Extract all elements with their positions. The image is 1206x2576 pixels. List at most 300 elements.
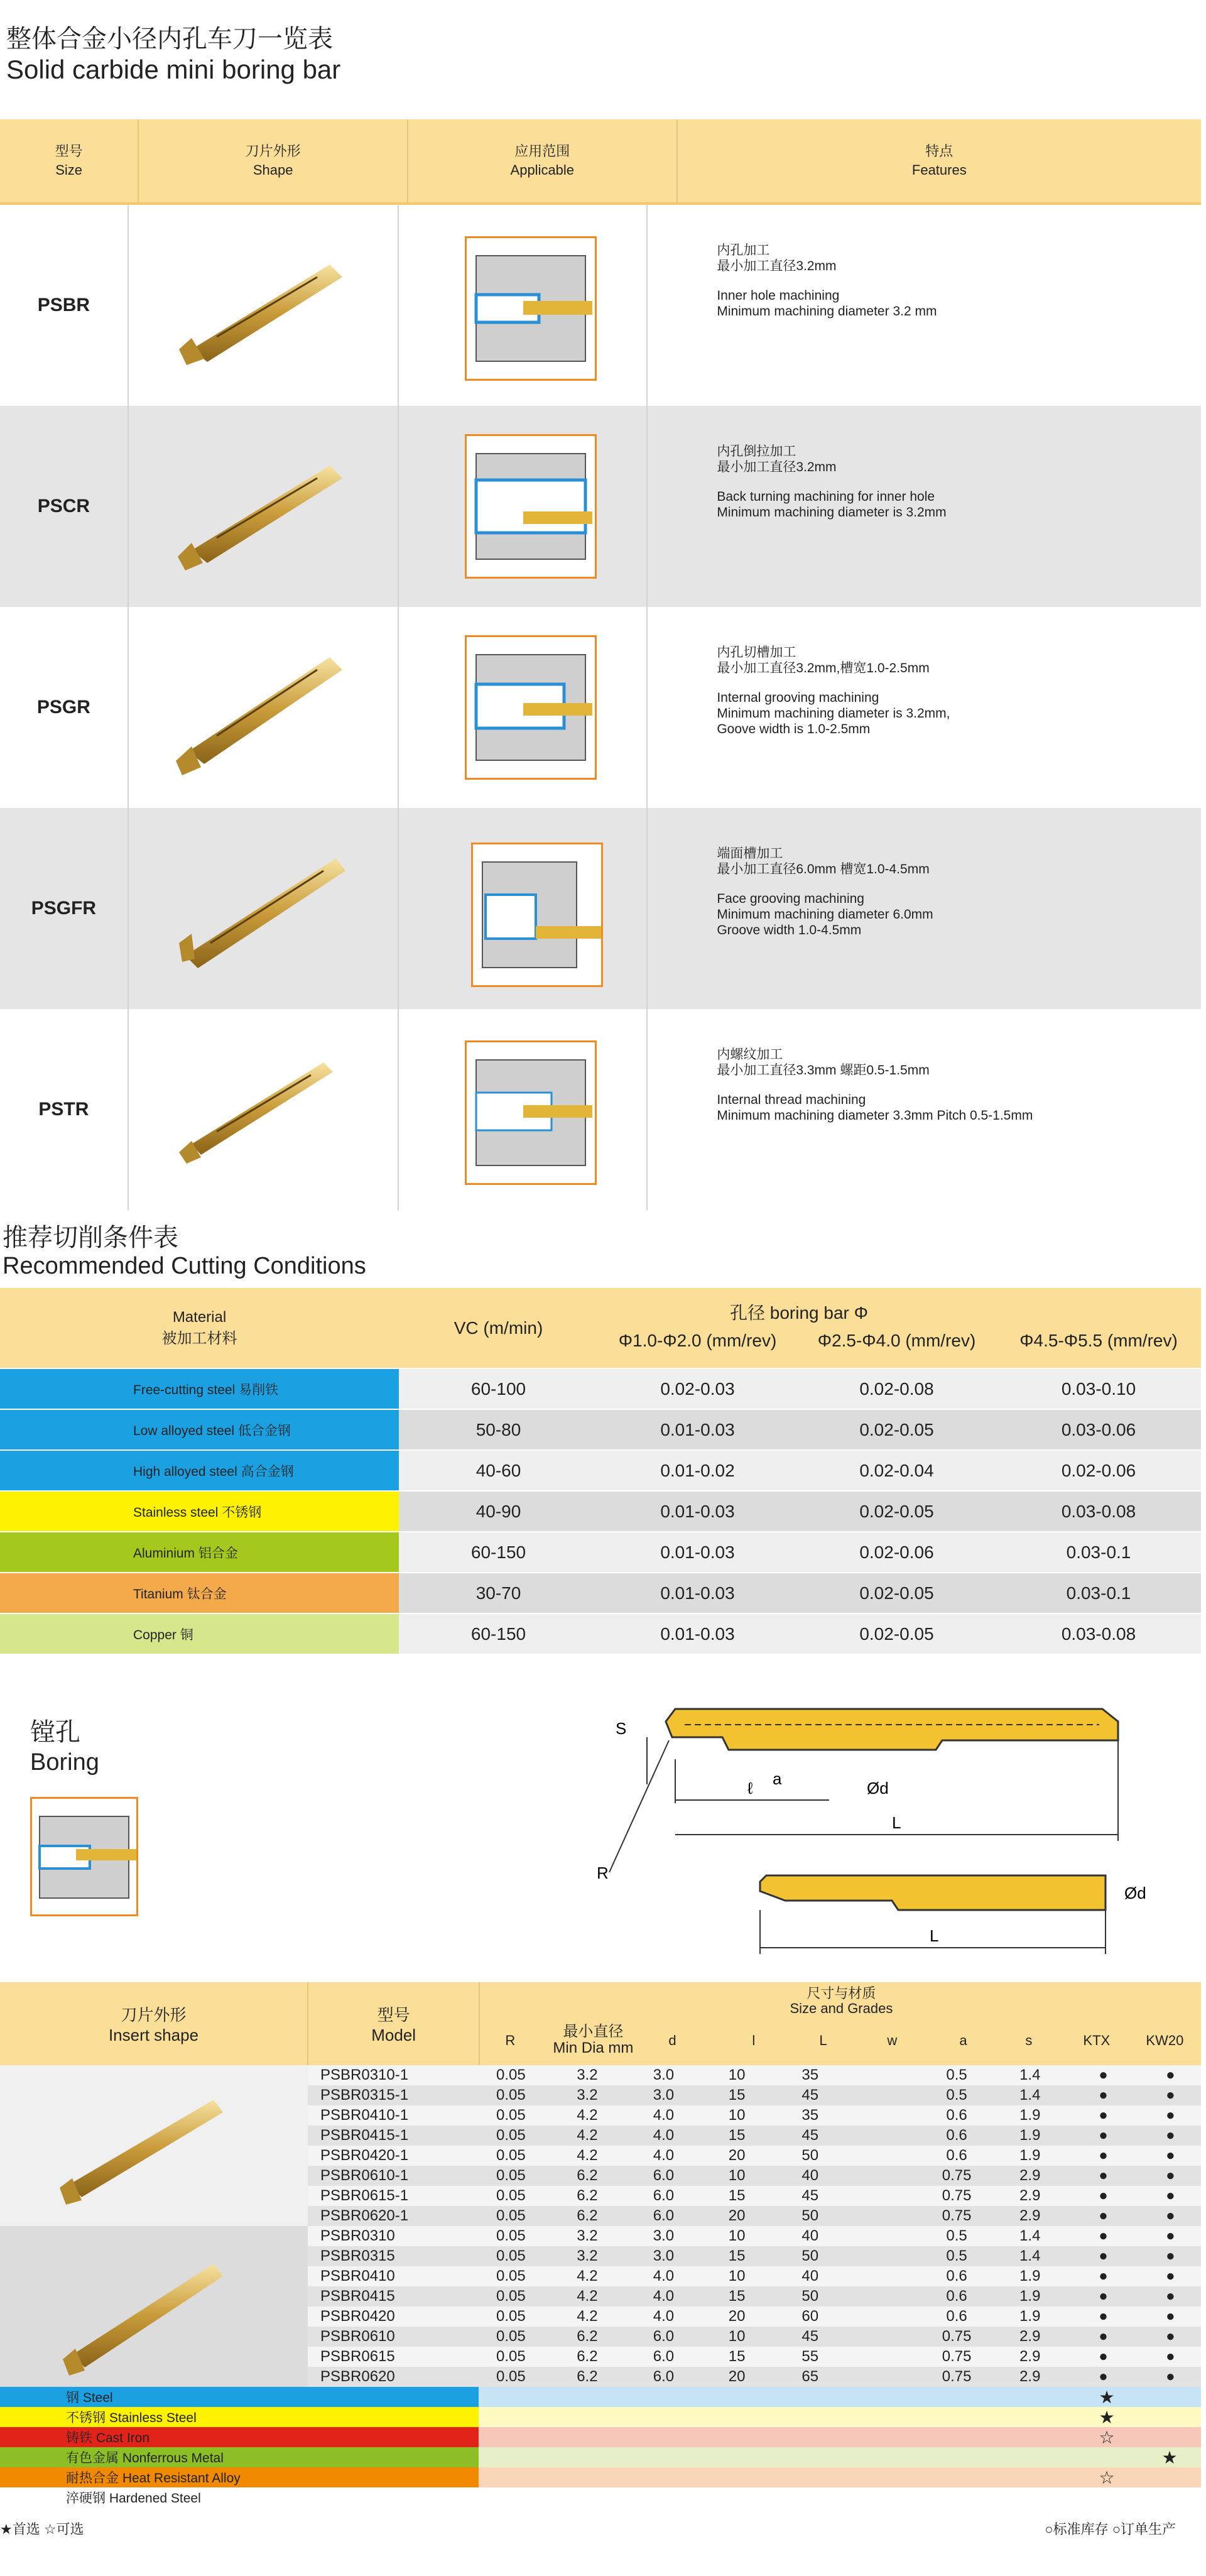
cutting-row (0, 1490, 1201, 1531)
value-cell: 0.5 (946, 2227, 967, 2244)
size-en: Size and Grades (790, 2000, 893, 2016)
value-cell: 50 (801, 2147, 819, 2164)
value-cell: 55 (801, 2348, 819, 2365)
value-cell: 2.9 (1019, 2187, 1041, 2204)
value-cell: 3.2 (577, 2227, 598, 2244)
model-cell: PSBR0415 (320, 2288, 395, 2305)
value-cell: 4.2 (577, 2308, 598, 2325)
feed-cell: 0.03-0.1 (996, 1532, 1201, 1572)
value-cell: ● (1166, 2308, 1175, 2325)
value-cell: ● (1099, 2167, 1108, 2184)
material-cell: Aluminium 铝合金 (0, 1532, 399, 1572)
header-features: 特点 Features (911, 143, 967, 178)
value-cell: 0.75 (942, 2207, 972, 2224)
catalog-row (0, 1009, 1201, 1210)
feed-cell: 0.02-0.05 (797, 1492, 996, 1531)
value-cell: ● (1166, 2066, 1175, 2083)
value-cell: 6.2 (577, 2368, 598, 2385)
value-cell: 6.0 (653, 2167, 675, 2184)
col-kw20: KW20 (1146, 2033, 1184, 2048)
value-cell (847, 2367, 920, 2387)
value-cell: 10 (728, 2167, 746, 2184)
value-cell: ● (1099, 2227, 1108, 2244)
material-cell: Free-cutting steel 易削铁 (0, 1369, 399, 1409)
value-cell: 6.0 (653, 2368, 675, 2385)
cutting-header (0, 1288, 1201, 1368)
value-cell: ● (1166, 2247, 1175, 2264)
value-cell: 0.6 (946, 2127, 967, 2144)
value-cell (847, 2206, 920, 2226)
features: 端面槽加工 最小加工直径6.0mm 槽宽1.0-4.5mm Face grooving machining Minimum machining diameter 6.0mm Groove width 1.0-4.5mm (717, 846, 933, 937)
value-cell: 0.75 (942, 2187, 972, 2204)
value-cell: 1.4 (1019, 2247, 1041, 2264)
value-cell: 0.05 (496, 2187, 526, 2204)
legend-row (0, 2387, 1201, 2407)
col-a: a (959, 2033, 967, 2048)
model-cell: PSBR0615-1 (320, 2187, 409, 2204)
value-cell: 0.05 (496, 2348, 526, 2365)
value-cell: 0.05 (496, 2368, 526, 2385)
vc-cell: 50-80 (399, 1410, 598, 1449)
value-cell: 1.9 (1019, 2107, 1041, 2124)
material-cell: High alloyed steel 高合金钢 (0, 1451, 399, 1490)
application-diagram (465, 434, 597, 579)
col-mind-en: Min Dia mm (553, 2039, 634, 2056)
value-cell: 0.5 (946, 2066, 967, 2083)
value-cell: 15 (728, 2288, 746, 2305)
vc-cell: 40-90 (399, 1492, 598, 1531)
value-cell: 0.05 (496, 2066, 526, 2083)
value-cell: 65 (801, 2368, 819, 2385)
d2-header: Φ2.5-Φ4.0 (mm/rev) (817, 1331, 976, 1350)
value-cell: 6.2 (577, 2187, 598, 2204)
table-row (308, 2186, 1201, 2206)
legend-row (0, 2447, 1201, 2467)
catalog-row (0, 205, 1201, 406)
value-cell: 6.2 (577, 2348, 598, 2365)
value-cell: ● (1166, 2187, 1175, 2204)
value-cell: 4.0 (653, 2288, 675, 2305)
legend-ktx (1075, 2487, 1138, 2508)
application-diagram (465, 236, 597, 381)
value-cell: 0.6 (946, 2308, 967, 2325)
dim-d: Ød (867, 1779, 889, 1798)
value-cell: 4.0 (653, 2107, 675, 2124)
value-cell: ● (1166, 2268, 1175, 2284)
table-row (308, 2085, 1201, 2105)
dimension-drawing (597, 1696, 1162, 1967)
value-cell: ● (1099, 2348, 1108, 2365)
cutting-title-en: Recommended Cutting Conditions (3, 1253, 366, 1279)
feed-cell: 0.02-0.04 (797, 1451, 996, 1490)
value-cell: 50 (801, 2207, 819, 2224)
value-cell: 15 (728, 2127, 746, 2144)
value-cell: ● (1099, 2107, 1108, 2124)
legend-ktx: ★ (1075, 2407, 1138, 2427)
legend-row (0, 2487, 1201, 2508)
value-cell: 0.05 (496, 2247, 526, 2264)
model-cell: PSBR0415-1 (320, 2127, 409, 2144)
value-cell: 0.75 (942, 2167, 972, 2184)
value-cell: 3.0 (653, 2066, 675, 2083)
model-cell: PSBR0420 (320, 2308, 395, 2325)
col-l: l (752, 2033, 756, 2048)
legend-kw20 (1138, 2387, 1201, 2407)
catalog-row (0, 406, 1201, 607)
application-diagram (465, 1040, 597, 1185)
dim-L2: L (930, 1926, 939, 1945)
value-cell: ● (1099, 2147, 1108, 2164)
legend-kw20: ★ (1138, 2447, 1201, 2467)
model-label: PSGFR (31, 898, 97, 919)
legend-kw20 (1138, 2487, 1201, 2508)
feed-cell: 0.03-0.06 (996, 1410, 1201, 1449)
value-cell: 40 (801, 2227, 819, 2244)
model-cell: PSBR0310 (320, 2227, 395, 2244)
feed-cell: 0.03-0.1 (996, 1573, 1201, 1613)
value-cell: ● (1099, 2207, 1108, 2224)
application-diagram (465, 635, 597, 780)
value-cell (847, 2306, 920, 2327)
value-cell: ● (1166, 2348, 1175, 2365)
col-mind: 最小直径 (563, 2023, 624, 2040)
value-cell: 3.2 (577, 2087, 598, 2104)
dim-a: a (773, 1769, 782, 1788)
value-cell: 6.0 (653, 2328, 675, 2345)
value-cell: ● (1099, 2268, 1108, 2284)
value-cell: 10 (728, 2328, 746, 2345)
value-cell: 6.2 (577, 2207, 598, 2224)
value-cell: 6.0 (653, 2187, 675, 2204)
material-en: Material (172, 1308, 227, 1326)
value-cell: 40 (801, 2268, 819, 2284)
table-row (308, 2246, 1201, 2266)
legend-label: 耐热合金 Heat Resistant Alloy (0, 2467, 479, 2487)
value-cell: ● (1099, 2368, 1108, 2385)
dim-L: L (892, 1813, 901, 1832)
cutting-row (0, 1449, 1201, 1490)
insert-image-2 (0, 2226, 308, 2387)
value-cell: 0.05 (496, 2227, 526, 2244)
boring-thumbnail (30, 1797, 138, 1916)
value-cell: ● (1166, 2288, 1175, 2305)
vc-cell: 60-100 (399, 1369, 598, 1409)
d3-header: Φ4.5-Φ5.5 (mm/rev) (1019, 1331, 1178, 1350)
value-cell (847, 2266, 920, 2286)
value-cell: 0.05 (496, 2308, 526, 2325)
value-cell: ● (1099, 2308, 1108, 2325)
value-cell: ● (1099, 2288, 1108, 2305)
model-cell: PSBR0610-1 (320, 2167, 409, 2184)
insert-shape-cn: 刀片外形 (121, 2006, 187, 2024)
table-row (308, 2126, 1201, 2146)
value-cell: 4.2 (577, 2107, 598, 2124)
value-cell: 45 (801, 2127, 819, 2144)
value-cell: 2.9 (1019, 2328, 1041, 2345)
table-row (308, 2266, 1201, 2286)
material-cell: Copper 铜 (0, 1614, 399, 1654)
cutting-row (0, 1368, 1201, 1409)
value-cell: 4.2 (577, 2268, 598, 2284)
boring-table (0, 1982, 1201, 2538)
value-cell: ● (1166, 2107, 1175, 2124)
model-cell: PSBR0620-1 (320, 2207, 409, 2224)
model-label: PSCR (37, 496, 90, 516)
value-cell (847, 2327, 920, 2347)
catalog-row (0, 808, 1201, 1009)
value-cell (847, 2246, 920, 2266)
tool-image (129, 406, 398, 607)
value-cell: 15 (728, 2247, 746, 2264)
value-cell: 6.0 (653, 2207, 675, 2224)
feed-cell: 0.01-0.03 (598, 1614, 797, 1654)
table-row (308, 2286, 1201, 2306)
value-cell: ● (1166, 2207, 1175, 2224)
value-cell: 0.75 (942, 2348, 972, 2365)
features: 内孔加工 最小加工直径3.2mm Inner hole machining Minimum machining diameter 3.2 mm (717, 243, 937, 319)
features: 内孔切槽加工 最小加工直径3.2mm,槽宽1.0-2.5mm Internal grooving machining Minimum machining diameter is 3.2mm, Goove width is 1.0-2.5mm (717, 645, 950, 736)
value-cell: 2.9 (1019, 2167, 1041, 2184)
application-diagram (471, 843, 603, 987)
features: 内孔倒拉加工 最小加工直径3.2mm Back turning machining for inner hole Minimum machining diameter is 3.2mm (717, 444, 947, 520)
value-cell: ● (1099, 2087, 1108, 2104)
legend-kw20 (1138, 2467, 1201, 2487)
model-cell: PSBR0410-1 (320, 2107, 409, 2124)
value-cell: 0.05 (496, 2288, 526, 2305)
model-cell: PSBR0315-1 (320, 2087, 409, 2104)
model-cell: PSBR0420-1 (320, 2147, 409, 2164)
value-cell: 0.75 (942, 2368, 972, 2385)
header-size: 型号 Size (0, 119, 139, 202)
value-cell: 1.9 (1019, 2308, 1041, 2325)
vc-cell: 60-150 (399, 1614, 598, 1654)
material-cell: Stainless steel 不锈钢 (0, 1492, 399, 1531)
tool-image (129, 1009, 398, 1210)
value-cell: 45 (801, 2187, 819, 2204)
value-cell: 0.05 (496, 2087, 526, 2104)
value-cell: 2.9 (1019, 2207, 1041, 2224)
value-cell: 4.0 (653, 2268, 675, 2284)
cutting-row (0, 1613, 1201, 1654)
value-cell: ● (1166, 2167, 1175, 2184)
value-cell: 4.0 (653, 2147, 675, 2164)
value-cell: 2.9 (1019, 2368, 1041, 2385)
value-cell: 35 (801, 2066, 819, 2083)
boring-title-cn: 镗孔 (30, 1718, 80, 1746)
dim-s: S (616, 1719, 627, 1738)
value-cell: 0.05 (496, 2207, 526, 2224)
value-cell: ● (1166, 2087, 1175, 2104)
table-row (308, 2166, 1201, 2186)
value-cell: 3.2 (577, 2247, 598, 2264)
value-cell: 4.2 (577, 2147, 598, 2164)
value-cell: 0.75 (942, 2328, 972, 2345)
value-cell: 0.05 (496, 2268, 526, 2284)
table-row (308, 2367, 1201, 2387)
feed-cell: 0.02-0.06 (797, 1532, 996, 1572)
col-R: R (505, 2033, 516, 2048)
feed-cell: 0.02-0.05 (797, 1410, 996, 1449)
value-cell (847, 2105, 920, 2126)
table-row (308, 2105, 1201, 2126)
header-applicable: 应用范围 Applicable (408, 119, 678, 202)
value-cell: 10 (728, 2066, 746, 2083)
model-en: Model (371, 2026, 416, 2044)
value-cell: ● (1099, 2066, 1108, 2083)
legend-row (0, 2407, 1201, 2427)
legend-kw20 (1138, 2427, 1201, 2447)
table-row (308, 2347, 1201, 2367)
tool-image (129, 205, 398, 406)
dim-R: R (597, 1864, 609, 1882)
catalog-row (0, 607, 1201, 808)
legend-row (0, 2467, 1201, 2487)
page-title-en: Solid carbide mini boring bar (6, 55, 341, 84)
value-cell: 50 (801, 2288, 819, 2305)
legend-ktx: ★ (1075, 2387, 1138, 2407)
legend-kw20 (1138, 2407, 1201, 2427)
model-label: PSGR (36, 697, 90, 718)
feed-cell: 0.03-0.10 (996, 1369, 1201, 1409)
value-cell: 0.5 (946, 2087, 967, 2104)
value-cell: 15 (728, 2187, 746, 2204)
legend-ktx: ☆ (1075, 2467, 1138, 2487)
value-cell (847, 2085, 920, 2105)
value-cell: 0.6 (946, 2107, 967, 2124)
feed-cell: 0.01-0.03 (598, 1492, 797, 1531)
table-row (308, 2146, 1201, 2166)
legend-label: 不锈钢 Stainless Steel (0, 2407, 479, 2427)
value-cell: 60 (801, 2308, 819, 2325)
model-cell: PSBR0615 (320, 2348, 395, 2365)
value-cell: 0.6 (946, 2288, 967, 2305)
legend-label: 铸铁 Cast Iron (0, 2427, 479, 2447)
value-cell: ● (1166, 2368, 1175, 2385)
cutting-row (0, 1409, 1201, 1449)
model-cn: 型号 (377, 2006, 410, 2024)
value-cell: 1.4 (1019, 2066, 1041, 2083)
value-cell: ● (1099, 2328, 1108, 2345)
value-cell (847, 2186, 920, 2206)
feed-cell: 0.02-0.05 (797, 1573, 996, 1613)
legend-ktx: ☆ (1075, 2427, 1138, 2447)
model-cell: PSBR0410 (320, 2268, 395, 2284)
insert-shape-en: Insert shape (108, 2026, 199, 2044)
cutting-row (0, 1531, 1201, 1572)
dim-l: ℓ (747, 1779, 753, 1798)
value-cell: 40 (801, 2167, 819, 2184)
legend-ktx (1075, 2447, 1138, 2467)
value-cell: 1.4 (1019, 2227, 1041, 2244)
value-cell: 45 (801, 2087, 819, 2104)
value-cell: 0.6 (946, 2147, 967, 2164)
value-cell: 3.0 (653, 2087, 675, 2104)
value-cell (847, 2126, 920, 2146)
feed-cell: 0.01-0.03 (598, 1410, 797, 1449)
model-cell: PSBR0315 (320, 2247, 395, 2264)
value-cell: 1.9 (1019, 2268, 1041, 2284)
value-cell: 20 (728, 2368, 746, 2385)
footnote-right: ○标准库存 ○订单生产 (1045, 2521, 1176, 2537)
value-cell: 10 (728, 2107, 746, 2124)
material-cell: Low alloyed steel 低合金钢 (0, 1410, 399, 1449)
value-cell: 4.2 (577, 2288, 598, 2305)
value-cell: 20 (728, 2308, 746, 2325)
value-cell: ● (1166, 2127, 1175, 2144)
col-d: d (668, 2033, 676, 2048)
value-cell: 45 (801, 2328, 819, 2345)
feed-cell: 0.01-0.03 (598, 1532, 797, 1572)
value-cell: 2.9 (1019, 2348, 1041, 2365)
vc-cell: 40-60 (399, 1451, 598, 1490)
table-row (308, 2327, 1201, 2347)
cutting-table (0, 1288, 1201, 1654)
feed-cell: 0.02-0.08 (797, 1369, 996, 1409)
tool-image (129, 808, 398, 1009)
catalog-table (0, 119, 1201, 1210)
legend-label: 有色金属 Nonferrous Metal (0, 2447, 479, 2467)
value-cell: 6.2 (577, 2328, 598, 2345)
value-cell: 6.0 (653, 2348, 675, 2365)
value-cell: 1.9 (1019, 2288, 1041, 2305)
table-row (308, 2226, 1201, 2246)
value-cell: 4.2 (577, 2127, 598, 2144)
legend-label: 钢 Steel (0, 2387, 479, 2407)
boring-title-en: Boring (30, 1749, 99, 1776)
value-cell: 15 (728, 2087, 746, 2104)
bore-header: 孔径 boring bar Φ (730, 1303, 868, 1323)
feed-cell: 0.02-0.06 (996, 1451, 1201, 1490)
table-row (308, 2306, 1201, 2327)
vc-cell: 60-150 (399, 1532, 598, 1572)
footnote-left: ★首选 ☆可选 (0, 2521, 84, 2537)
value-cell (847, 2146, 920, 2166)
value-cell: ● (1099, 2127, 1108, 2144)
value-cell: 1.4 (1019, 2087, 1041, 2104)
table-row (308, 2206, 1201, 2226)
value-cell: ● (1166, 2328, 1175, 2345)
features: 内螺纹加工 最小加工直径3.3mm 螺距0.5-1.5mm Internal thread machining Minimum machining diameter 3.3mm Pitch 0.5-1.5mm (717, 1047, 1033, 1123)
value-cell: 1.9 (1019, 2147, 1041, 2164)
value-cell: 0.05 (496, 2107, 526, 2124)
material-cn: 被加工材料 (161, 1329, 237, 1347)
insert-image-1 (0, 2065, 308, 2226)
value-cell: 0.05 (496, 2328, 526, 2345)
model-label: PSTR (38, 1099, 89, 1120)
value-cell: 10 (728, 2268, 746, 2284)
value-cell: ● (1099, 2247, 1108, 2264)
value-cell: 20 (728, 2147, 746, 2164)
value-cell: ● (1099, 2187, 1108, 2204)
value-cell: 3.2 (577, 2066, 598, 2083)
value-cell: 3.0 (653, 2227, 675, 2244)
value-cell: 4.0 (653, 2127, 675, 2144)
value-cell: 35 (801, 2107, 819, 2124)
value-cell: 4.0 (653, 2308, 675, 2325)
catalog-header (0, 119, 1201, 205)
model-label: PSBR (37, 295, 90, 315)
header-shape: 刀片外形 Shape (139, 119, 408, 202)
feed-cell: 0.03-0.08 (996, 1492, 1201, 1531)
col-ktx: KTX (1083, 2033, 1111, 2048)
value-cell: ● (1166, 2227, 1175, 2244)
model-cell: PSBR0620 (320, 2368, 395, 2385)
value-cell: 6.2 (577, 2167, 598, 2184)
value-cell: 0.6 (946, 2268, 967, 2284)
feed-cell: 0.03-0.08 (996, 1614, 1201, 1654)
value-cell: 50 (801, 2247, 819, 2264)
legend-row (0, 2427, 1201, 2447)
